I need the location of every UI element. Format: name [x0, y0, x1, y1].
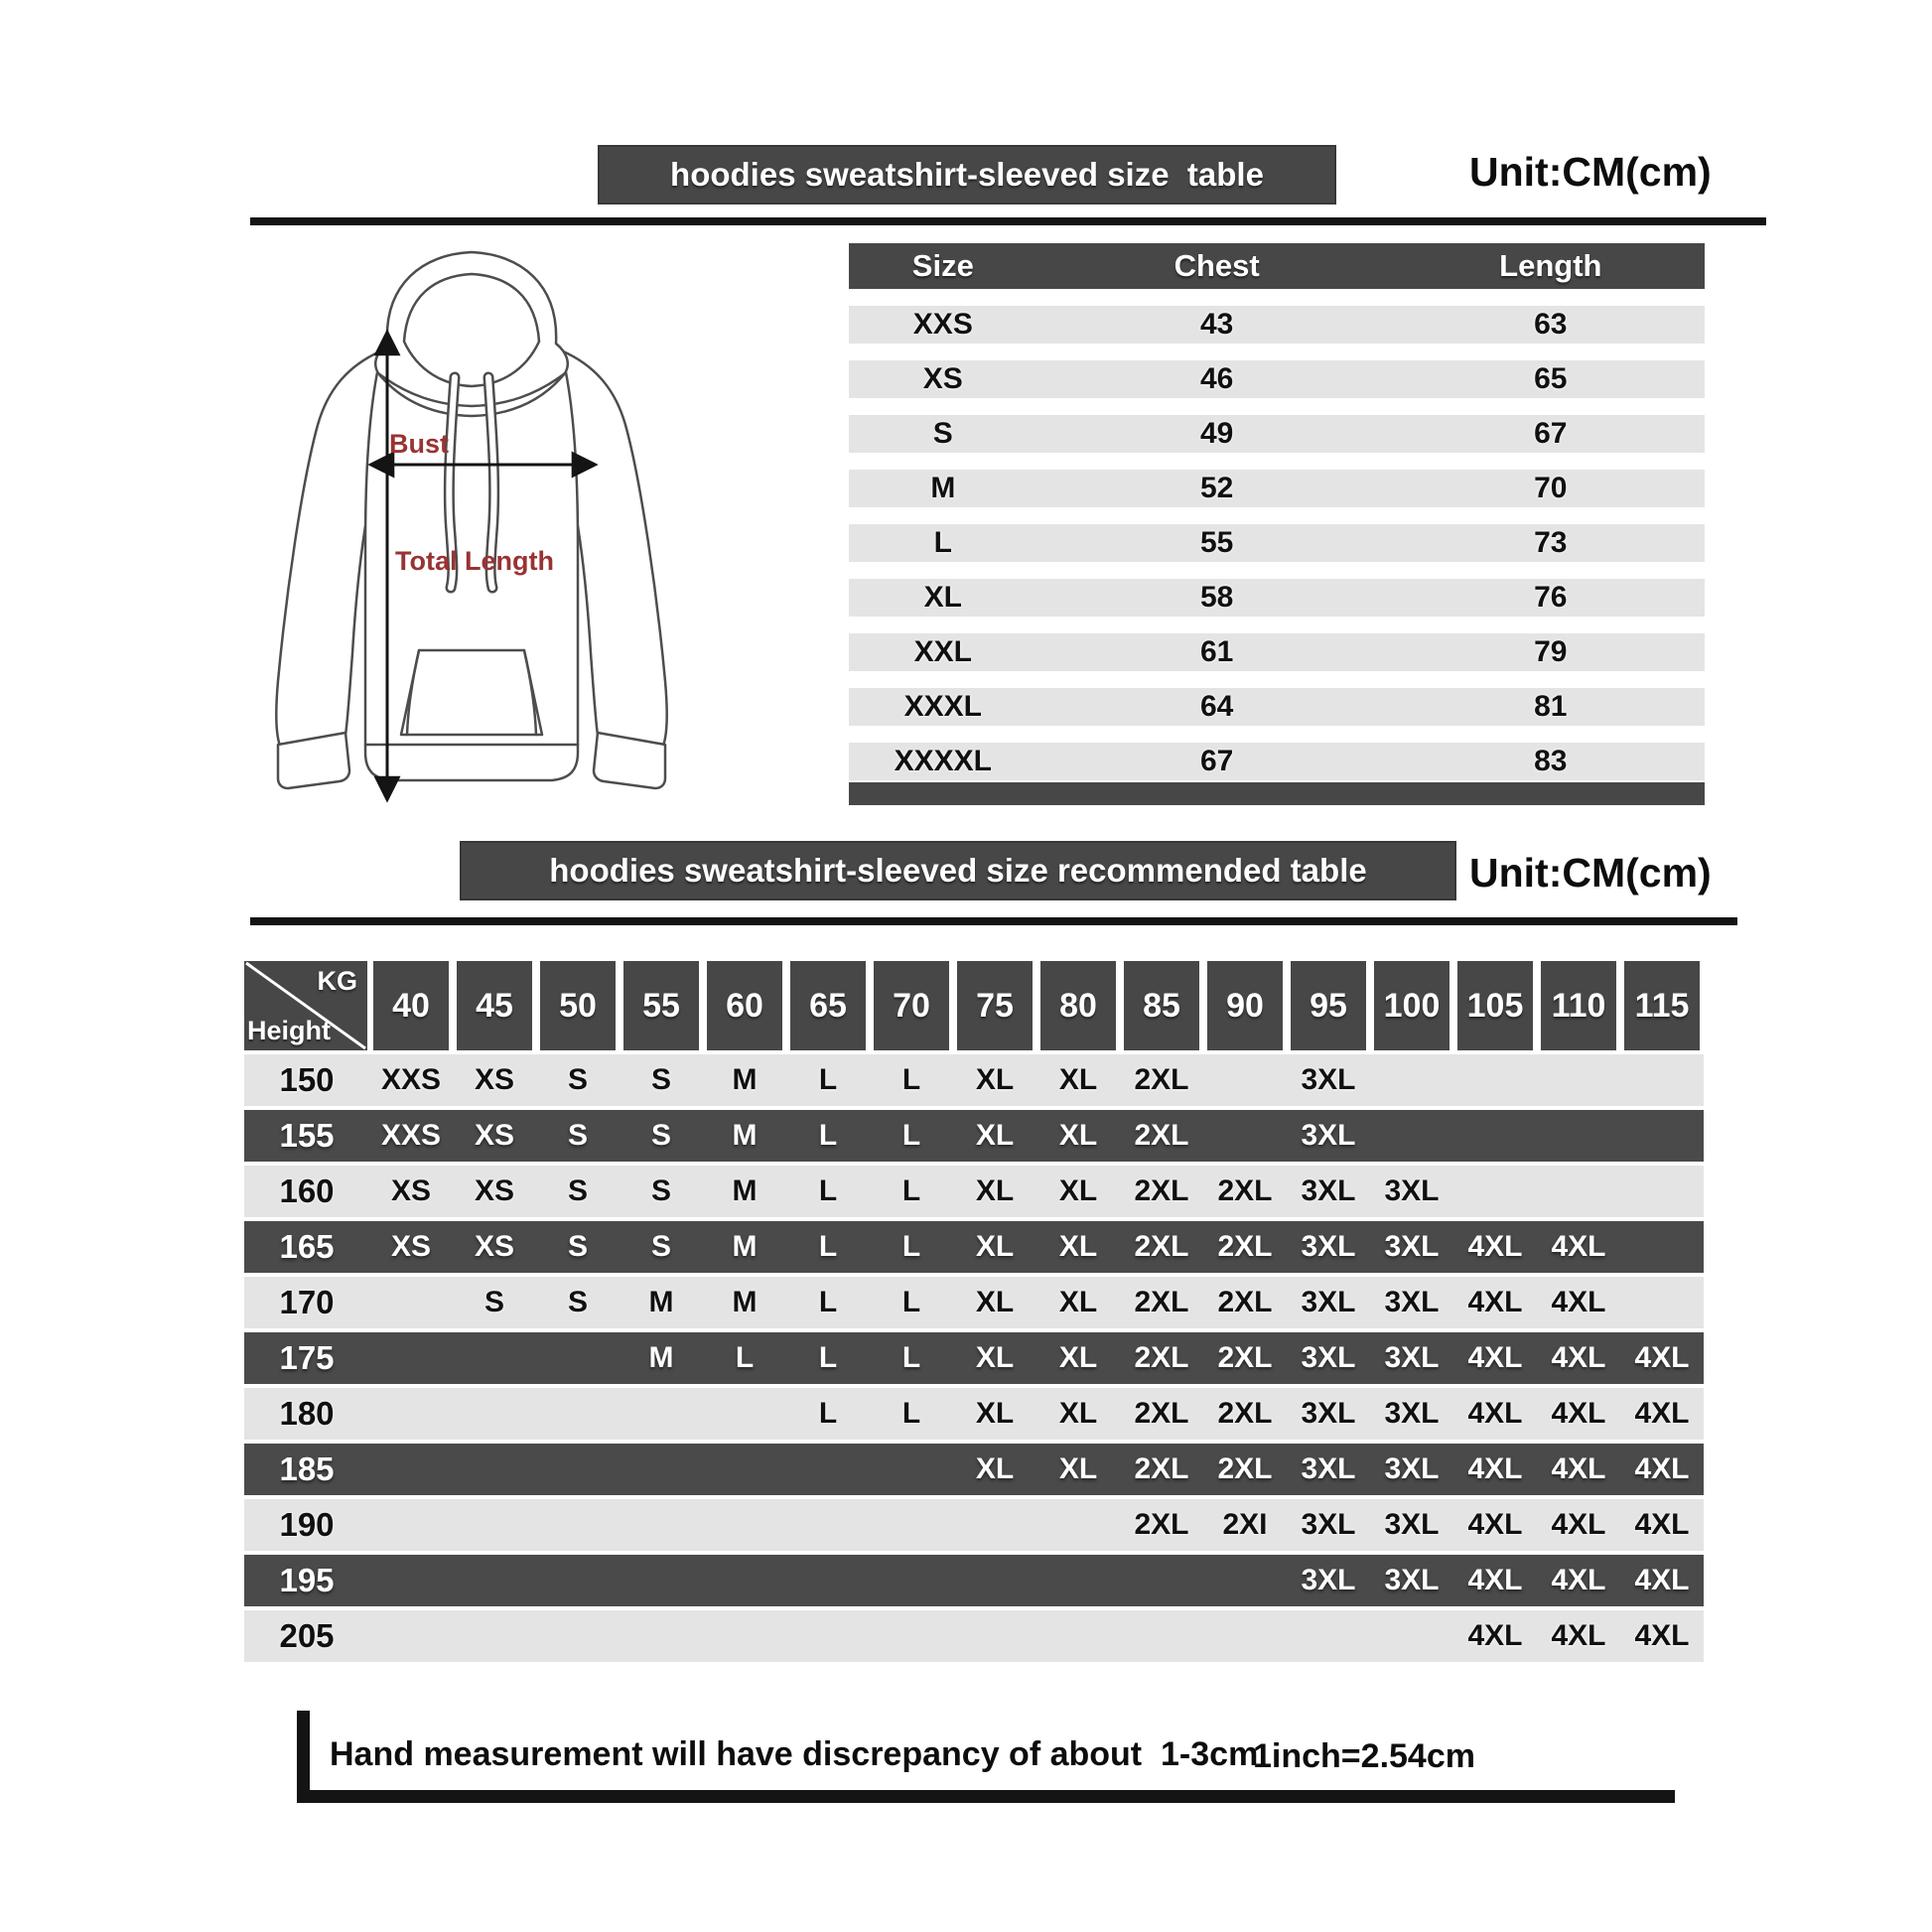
weight-header-cell: 50: [540, 961, 616, 1050]
size-recommendation-cell: 4XL: [1551, 1286, 1606, 1318]
size-recommendation-cell: 2XL: [1217, 1174, 1273, 1207]
size-recommendation-cell: XL: [1058, 1119, 1098, 1152]
size-recommendation-cell: 4XL: [1634, 1619, 1690, 1652]
size-recommendation-cell: XL: [1058, 1174, 1098, 1207]
recommended-table-row: [244, 1444, 1704, 1495]
size-recommendation-cell: XL: [975, 1119, 1015, 1152]
size-table-row: [849, 306, 1705, 344]
size-table-cell: 52: [1199, 472, 1234, 504]
height-label-cell: 170: [279, 1284, 335, 1320]
recommended-table-row: [244, 1054, 1704, 1106]
size-recommendation-cell: 4XL: [1551, 1230, 1606, 1263]
recommended-table-row: [244, 1221, 1704, 1273]
hoodie-measurement-diagram: [228, 226, 715, 822]
size-table-column-header: Size: [911, 248, 974, 283]
size-recommendation-cell: 2XL: [1134, 1508, 1189, 1541]
size-recommendation-cell: XS: [390, 1230, 432, 1263]
size-recommendation-cell: XL: [975, 1397, 1015, 1430]
size-table-row: [849, 415, 1705, 453]
recommended-table-row: [244, 1610, 1704, 1662]
size-recommendation-cell: S: [567, 1286, 588, 1318]
size-table-cell: 64: [1199, 690, 1234, 723]
size-recommendation-cell: XL: [975, 1286, 1015, 1318]
size-table-cell: 46: [1199, 362, 1234, 395]
size-recommendation-cell: 2XL: [1134, 1174, 1189, 1207]
size-recommendation-cell: L: [901, 1119, 921, 1152]
corner-height-label: Height: [247, 1016, 331, 1045]
size-recommendation-cell: 3XL: [1301, 1286, 1356, 1318]
size-recommendation-cell: XL: [1058, 1286, 1098, 1318]
size-recommendation-cell: L: [818, 1397, 838, 1430]
size-recommendation-cell: 3XL: [1384, 1397, 1440, 1430]
size-recommendation-cell: 2XL: [1217, 1397, 1273, 1430]
size-recommendation-cell: 3XL: [1301, 1341, 1356, 1374]
size-recommendation-cell: 2XL: [1134, 1452, 1189, 1485]
size-recommendation-cell: M: [732, 1286, 758, 1318]
weight-header-cell: 80: [1040, 961, 1116, 1050]
hoodie-line-art: [228, 226, 715, 822]
size-recommendation-cell: 3XL: [1384, 1564, 1440, 1596]
size-recommendation-cell: 4XL: [1467, 1341, 1523, 1374]
size-recommendation-cell: L: [818, 1230, 838, 1263]
size-recommendation-cell: 4XL: [1467, 1619, 1523, 1652]
size-recommendation-cell: XS: [474, 1230, 515, 1263]
weight-header-cell: 45: [457, 961, 532, 1050]
size-table-row: [849, 633, 1705, 671]
size-table-cell: 55: [1199, 526, 1234, 559]
size-recommendation-cell: 2XL: [1134, 1119, 1189, 1152]
size-recommendation-cell: L: [818, 1119, 838, 1152]
height-label-cell: 180: [279, 1395, 335, 1432]
size-recommendation-cell: 4XL: [1551, 1397, 1606, 1430]
size-table-column-header: Chest: [1173, 248, 1260, 283]
size-recommendation-cell: 3XL: [1384, 1508, 1440, 1541]
size-recommendation-cell: XS: [390, 1174, 432, 1207]
size-recommendation-cell: 3XL: [1384, 1341, 1440, 1374]
size-table-cell: 70: [1534, 472, 1568, 504]
size-recommendation-cell: 3XL: [1301, 1452, 1356, 1485]
weight-header-cell: 85: [1124, 961, 1199, 1050]
size-recommendation-cell: XS: [474, 1174, 515, 1207]
height-label-cell: 155: [279, 1117, 335, 1154]
size-table-row: [849, 360, 1705, 398]
size-table-row: [849, 579, 1705, 617]
size-recommendation-cell: L: [735, 1341, 755, 1374]
size-recommendation-cell: L: [901, 1341, 921, 1374]
size-recommendation-cell: XXS: [380, 1063, 442, 1096]
size-table-cell: S: [932, 417, 953, 450]
size-table-cell: 61: [1199, 635, 1234, 668]
weight-header-cell: 60: [707, 961, 782, 1050]
middle-divider-line: [250, 917, 1737, 925]
recommended-table-title: hoodies sweatshirt-sleeved size recommended table: [549, 852, 1367, 889]
size-recommendation-cell: XL: [975, 1174, 1015, 1207]
size-recommendation-cell: 4XL: [1467, 1452, 1523, 1485]
size-recommendation-cell: 4XL: [1467, 1286, 1523, 1318]
size-recommendation-cell: 4XL: [1551, 1508, 1606, 1541]
size-recommendation-cell: XS: [474, 1063, 515, 1096]
kg-height-corner-cell: [244, 961, 367, 1050]
size-table-column-header: Length: [1499, 248, 1602, 283]
size-recommendation-cell: S: [650, 1230, 671, 1263]
size-table-cell: XS: [922, 362, 963, 395]
size-recommendation-cell: 3XL: [1301, 1063, 1356, 1096]
size-recommendation-cell: 3XL: [1301, 1174, 1356, 1207]
size-recommendation-cell: S: [650, 1174, 671, 1207]
size-recommendation-cell: XL: [975, 1063, 1015, 1096]
size-recommendation-cell: 4XL: [1467, 1397, 1523, 1430]
size-table-cell: XXXXL: [894, 745, 992, 777]
size-recommendation-cell: 4XL: [1634, 1564, 1690, 1596]
size-recommendation-cell: XL: [1058, 1230, 1098, 1263]
size-recommendation-cell: 4XL: [1551, 1452, 1606, 1485]
size-recommendation-cell: M: [648, 1286, 674, 1318]
weight-header-cell: 110: [1541, 961, 1616, 1050]
height-label-cell: 150: [279, 1061, 335, 1098]
recommended-table-row: [244, 1555, 1704, 1606]
size-table-cell: XXL: [913, 635, 972, 668]
size-recommendation-cell: S: [567, 1230, 588, 1263]
size-recommendation-cell: 2XL: [1134, 1286, 1189, 1318]
size-recommendation-cell: S: [483, 1286, 504, 1318]
height-label-cell: 205: [279, 1617, 335, 1654]
unit-label-bottom: Unit:CM(cm): [1469, 850, 1712, 896]
weight-header-cell: 55: [623, 961, 699, 1050]
size-recommendation-cell: XL: [1058, 1452, 1098, 1485]
height-label-cell: 165: [279, 1228, 335, 1265]
size-recommendation-cell: L: [818, 1063, 838, 1096]
weight-header-cell: 105: [1457, 961, 1533, 1050]
size-table-cell: XL: [923, 581, 962, 614]
size-recommendation-cell: XXS: [380, 1119, 442, 1152]
size-recommendation-cell: 4XL: [1634, 1341, 1690, 1374]
weight-header-cell: 75: [957, 961, 1033, 1050]
size-table-row: [849, 524, 1705, 562]
size-recommendation-cell: 3XL: [1301, 1508, 1356, 1541]
size-recommendation-cell: M: [732, 1119, 758, 1152]
size-table-bottom-bar: [849, 782, 1705, 805]
total-length-label: Total Length: [395, 546, 554, 576]
hoodie-hood-opening: [404, 274, 539, 386]
size-recommendation-cell: S: [567, 1063, 588, 1096]
size-recommendation-cell: L: [901, 1397, 921, 1430]
size-recommendation-cell: 4XL: [1467, 1564, 1523, 1596]
weight-header-cell: 70: [874, 961, 949, 1050]
size-recommendation-cell: 4XL: [1551, 1564, 1606, 1596]
top-divider-line: [250, 217, 1766, 225]
size-table-cell: 63: [1534, 308, 1568, 341]
size-table-row: [849, 743, 1705, 780]
recommended-table-row: [244, 1388, 1704, 1440]
size-recommendation-cell: L: [818, 1174, 838, 1207]
corner-kg-label: KG: [317, 966, 357, 996]
size-table-row: [849, 470, 1705, 507]
size-recommendation-cell: XL: [1058, 1341, 1098, 1374]
size-recommendation-cell: S: [650, 1063, 671, 1096]
size-table-cell: XXXL: [903, 690, 982, 723]
size-recommendation-cell: M: [732, 1174, 758, 1207]
recommended-table-body: [244, 1054, 1704, 1662]
size-recommendation-cell: L: [818, 1341, 838, 1374]
recommended-table: [244, 961, 1704, 1666]
size-recommendation-cell: M: [648, 1341, 674, 1374]
size-recommendation-cell: XL: [1058, 1397, 1098, 1430]
size-table-cell: 43: [1199, 308, 1234, 341]
size-recommendation-cell: S: [650, 1119, 671, 1152]
size-recommendation-cell: 3XL: [1301, 1119, 1356, 1152]
size-table-cell: 67: [1199, 745, 1234, 777]
weight-header-cell: 65: [790, 961, 866, 1050]
size-recommendation-cell: 2XL: [1217, 1286, 1273, 1318]
size-table-title-bar: [598, 145, 1336, 205]
weight-header-cell: 100: [1374, 961, 1449, 1050]
size-recommendation-cell: 2XI: [1222, 1508, 1268, 1541]
height-label-cell: 185: [279, 1450, 335, 1487]
recommended-table-row: [244, 1166, 1704, 1217]
hoodie-pocket: [401, 650, 542, 735]
size-recommendation-cell: 3XL: [1384, 1286, 1440, 1318]
size-recommendation-cell: 4XL: [1551, 1341, 1606, 1374]
size-table-cell: 81: [1534, 690, 1568, 723]
size-table-cell: 67: [1534, 417, 1568, 450]
size-recommendation-cell: XL: [975, 1452, 1015, 1485]
size-recommendation-cell: L: [901, 1230, 921, 1263]
bust-label: Bust: [389, 429, 449, 459]
size-table-header-row: [849, 243, 1705, 289]
weight-header-cell: 95: [1291, 961, 1366, 1050]
size-recommendation-cell: L: [901, 1174, 921, 1207]
size-recommendation-cell: 2XL: [1134, 1230, 1189, 1263]
size-recommendation-cell: 3XL: [1384, 1174, 1440, 1207]
recommended-table-row: [244, 1277, 1704, 1328]
size-recommendation-cell: 3XL: [1301, 1230, 1356, 1263]
height-label-cell: 175: [279, 1339, 335, 1376]
size-table-row: [849, 688, 1705, 726]
size-recommendation-cell: 3XL: [1384, 1452, 1440, 1485]
recommended-table-row: [244, 1110, 1704, 1162]
size-recommendation-cell: XL: [1058, 1063, 1098, 1096]
size-table-cell: XXS: [912, 308, 973, 341]
recommended-table-header-row: [244, 961, 1704, 1050]
weight-header-cell: 90: [1207, 961, 1283, 1050]
size-recommendation-cell: S: [567, 1174, 588, 1207]
size-recommendation-cell: 2XL: [1217, 1452, 1273, 1485]
size-table-cell: 49: [1199, 417, 1234, 450]
size-recommendation-cell: 4XL: [1634, 1397, 1690, 1430]
size-recommendation-cell: 2XL: [1134, 1341, 1189, 1374]
size-recommendation-cell: 3XL: [1384, 1230, 1440, 1263]
size-table-cell: 65: [1534, 362, 1568, 395]
size-recommendation-cell: S: [567, 1119, 588, 1152]
size-recommendation-cell: 4XL: [1467, 1508, 1523, 1541]
size-recommendation-cell: 2XL: [1217, 1230, 1273, 1263]
height-label-cell: 190: [279, 1506, 335, 1543]
size-table-cell: L: [933, 526, 952, 559]
inch-conversion-note: 1inch=2.54cm: [1253, 1737, 1475, 1775]
weight-header-cell: 40: [373, 961, 449, 1050]
size-recommendation-cell: XL: [975, 1230, 1015, 1263]
size-recommendation-cell: XS: [474, 1119, 515, 1152]
recommended-table-row: [244, 1332, 1704, 1384]
size-recommendation-cell: L: [818, 1286, 838, 1318]
size-table-title: hoodies sweatshirt-sleeved size table: [670, 156, 1264, 193]
size-recommendation-cell: 4XL: [1634, 1452, 1690, 1485]
size-table-cell: 83: [1534, 745, 1568, 777]
size-recommendation-cell: L: [901, 1286, 921, 1318]
height-label-cell: 160: [279, 1173, 335, 1209]
size-recommendation-cell: 3XL: [1301, 1397, 1356, 1430]
size-recommendation-cell: M: [732, 1063, 758, 1096]
footer-bracket-horizontal: [297, 1790, 1675, 1803]
size-recommendation-cell: 2XL: [1134, 1063, 1189, 1096]
size-recommendation-cell: 3XL: [1301, 1564, 1356, 1596]
size-table-cell: 76: [1534, 581, 1568, 614]
recommended-table-title-bar: [460, 841, 1456, 900]
size-table-body: [849, 306, 1705, 797]
size-recommendation-cell: XL: [975, 1341, 1015, 1374]
size-table-cell: 58: [1199, 581, 1234, 614]
recommended-table-row: [244, 1499, 1704, 1551]
height-label-cell: 195: [279, 1562, 335, 1598]
weight-header-cell: 115: [1624, 961, 1700, 1050]
size-recommendation-cell: M: [732, 1230, 758, 1263]
size-table-cell: M: [930, 472, 956, 504]
size-table-cell: 73: [1534, 526, 1568, 559]
size-recommendation-cell: 2XL: [1217, 1341, 1273, 1374]
size-recommendation-cell: L: [901, 1063, 921, 1096]
size-table: [849, 243, 1705, 816]
size-recommendation-cell: 2XL: [1134, 1397, 1189, 1430]
measurement-discrepancy-note: Hand measurement will have discrepancy of about 1-3cm: [330, 1735, 1259, 1773]
size-recommendation-cell: 4XL: [1634, 1508, 1690, 1541]
size-recommendation-cell: 4XL: [1551, 1619, 1606, 1652]
unit-label-top: Unit:CM(cm): [1469, 149, 1712, 195]
size-table-cell: 79: [1534, 635, 1568, 668]
size-recommendation-cell: 4XL: [1467, 1230, 1523, 1263]
